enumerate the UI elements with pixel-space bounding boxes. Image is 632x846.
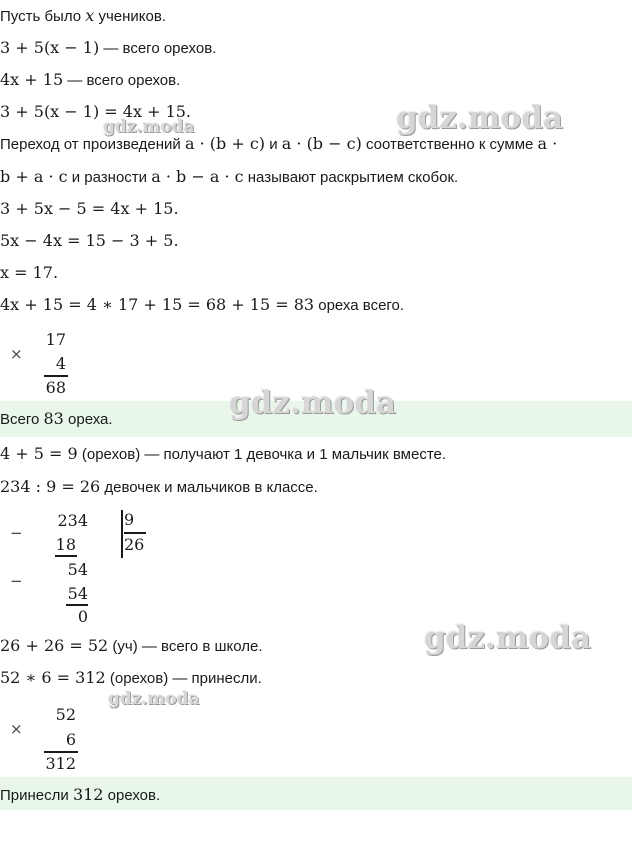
calc2-rem1: 54 [67, 560, 88, 579]
calc3-result: 312 [45, 754, 76, 773]
calc1-result: 68 [45, 378, 66, 397]
text-line-4: 3 + 5(x − 1) = 4x + 15. [0, 102, 192, 121]
calc2-sub1: 18 [55, 535, 76, 554]
text-line-5: Переход от произведений a · (b + c) и a · (b − c) соответственно к сумме a · [0, 134, 558, 153]
text-line-14: 26 + 26 = 52 (уч) — всего в школе. [0, 636, 263, 655]
calc2-rem2: 0 [77, 607, 88, 626]
calc2-quotient-line [124, 532, 146, 534]
multiply-sign-2: × [10, 720, 23, 738]
answer-line-1: Всего 83 ореха. [0, 409, 113, 428]
text-line-8: 5x − 4x = 15 − 3 + 5. [0, 231, 179, 250]
calc2-divisor: 9 [124, 510, 135, 529]
minus-sign-1: − [10, 524, 23, 542]
calc1-factor-a: 17 [45, 330, 66, 349]
answer-line-2: Принесли 312 орехов. [0, 785, 161, 804]
calc3-factor-a: 52 [55, 705, 76, 724]
text-line-9: x = 17. [0, 263, 59, 282]
text-line-13: 234 : 9 = 26 девочек и мальчиков в классе. [0, 477, 318, 496]
calc1-underline [44, 375, 68, 377]
watermark-logo-5: gdz.moda [108, 689, 200, 709]
calc2-dividend: 234 [57, 511, 88, 530]
calc2-sub2-line [66, 604, 88, 606]
calc2-sub2: 54 [67, 584, 88, 603]
watermark-logo-3: gdz.moda [229, 385, 396, 421]
text-line-12: 4 + 5 = 9 (орехов) — получают 1 девочка и 1 мальчик вместе. [0, 444, 447, 463]
calc2-divider-line [121, 510, 123, 558]
calc1-factor-b: 4 [55, 354, 66, 373]
text-line-7: 3 + 5x − 5 = 4x + 15. [0, 199, 179, 218]
calc2-quotient: 26 [124, 535, 145, 554]
calc3-underline [44, 751, 78, 753]
watermark-logo-1: gdz.moda [396, 100, 563, 136]
minus-sign-2: − [10, 572, 23, 590]
text-line-1: Пусть было x учеников. [0, 6, 167, 25]
multiply-sign-1: × [10, 345, 23, 363]
calc3-factor-b: 6 [65, 730, 76, 749]
watermark-logo-2: gdz.moda [103, 117, 195, 137]
text-line-2: 3 + 5(x − 1) — всего орехов. [0, 38, 217, 57]
text-line-15: 52 ∗ 6 = 312 (орехов) — принесли. [0, 668, 262, 687]
text-line-10: 4x + 15 = 4 ∗ 17 + 15 = 68 + 15 = 83 ореха всего. [0, 295, 405, 314]
text-line-6: b + a · c и разности a · b − a · c называют раскрытием скобок. [0, 167, 459, 186]
text-line-3: 4x + 15 — всего орехов. [0, 70, 181, 89]
calc2-sub1-line [55, 555, 77, 557]
watermark-logo-4: gdz.moda [424, 620, 591, 656]
